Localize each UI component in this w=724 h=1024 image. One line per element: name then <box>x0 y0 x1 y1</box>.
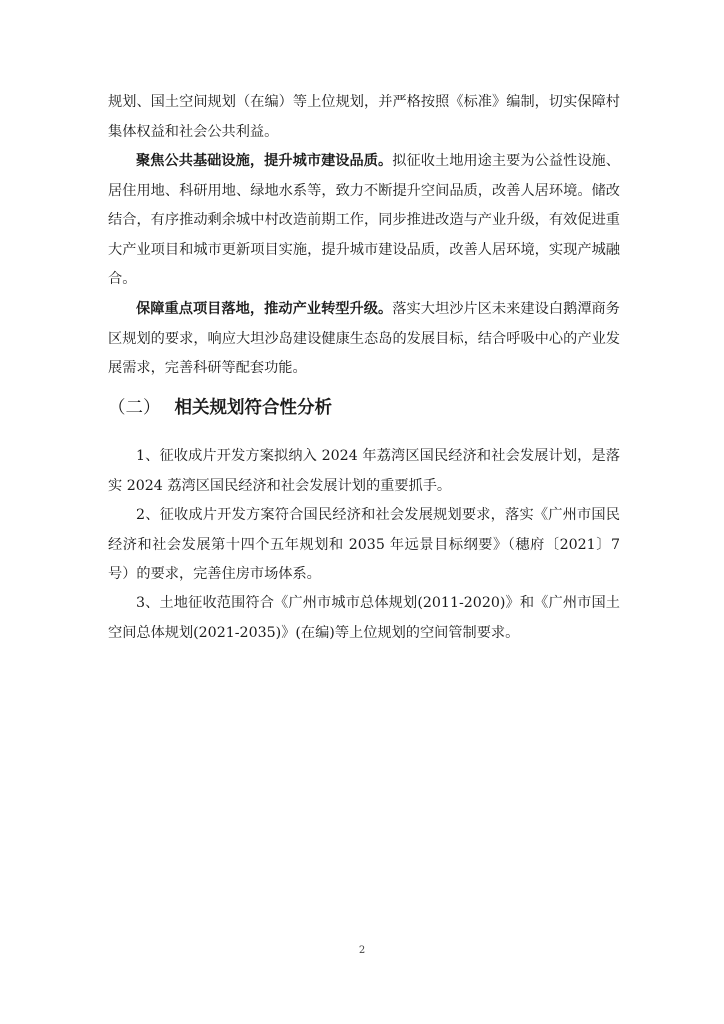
list-item: 2、征收成片开发方案符合国民经济和社会发展规划要求，落实《广州市国民经济和社会发展第十四个五年规划和 2035 年远景目标纲要》（穗府〔2021〕7 号）的要求，完善住房市场体系。 <box>108 507 620 582</box>
section-title: 相关规划符合性分析 <box>174 398 332 418</box>
paragraph-lead-bold: 保障重点项目落地，推动产业转型升级。 <box>136 301 393 317</box>
page-number: 2 <box>358 945 366 956</box>
paragraph-continuation: 规划、国土空间规划（在编）等上位规划，并严格按照《标准》编制，切实保障村集体权益和社会公共利益。 <box>108 94 620 140</box>
paragraph-body: 落实大坦沙片区未来建设白鹅潭商务区规划的要求，响应大坦沙岛建设健康生态岛的发展目标，结合呼吸中心的产业发展需求，完善科研等配套功能。 <box>108 301 620 376</box>
paragraph-infrastructure <box>108 147 620 295</box>
paragraph-lead-bold: 聚焦公共基础设施，提升城市建设品质。 <box>136 153 393 169</box>
paragraph-body: 拟征收土地用途主要为公益性设施、居住用地、科研用地、绿地水系等，致力不断提升空间品质，改善人居环境。储改结合，有序推动剩余城中村改造前期工作，同步推进改造与产业升级，有效促进重大产业项目和城市更新项目实施，提升城市建设品质，改善人居环境，实现产城融合。 <box>108 153 620 287</box>
list-item: 3、土地征收范围符合《广州市城市总体规划(2011-2020)》和《广州市国土空间总体规划(2021-2035)》(在编)等上位规划的空间管制要求。 <box>108 595 620 641</box>
section-heading <box>108 393 620 423</box>
list-item: 1、征收成片开发方案拟纳入 2024 年荔湾区国民经济和社会发展计划，是落实 2024 荔湾区国民经济和社会发展计划的重要抓手。 <box>108 448 620 494</box>
paragraph-key-projects <box>108 295 620 384</box>
section-number: （二） <box>108 398 161 418</box>
